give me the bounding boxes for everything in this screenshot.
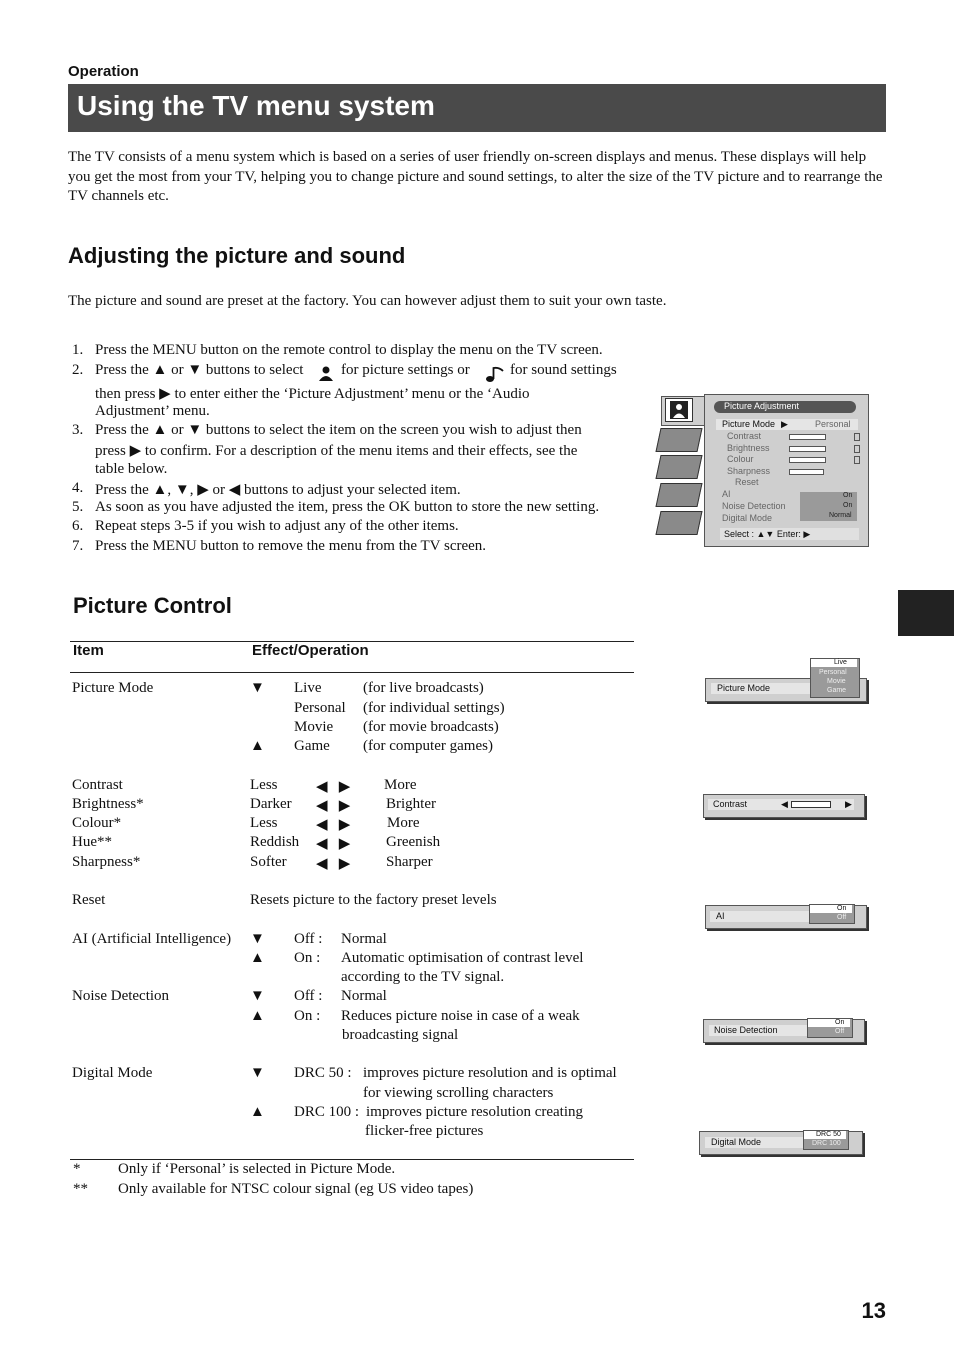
footnote-text: Only available for NTSC colour signal (eg US video tapes) xyxy=(118,1181,474,1197)
option-label: DRC 100 : xyxy=(294,1104,360,1120)
table-header-rule xyxy=(70,672,634,673)
picture-tab-icon xyxy=(665,398,693,422)
arrow-left-right-icon: ◀ ▶ xyxy=(316,817,351,833)
osd-picture-adjustment xyxy=(658,394,868,546)
osd-item: Colour xyxy=(727,454,754,464)
column-header-item: Item xyxy=(73,642,104,659)
step-text: Press the ▲, ▼, ▶ or ◀ buttons to adjust your selected item. xyxy=(95,482,461,498)
channel-tab-icon xyxy=(655,455,702,479)
mode-name: Movie xyxy=(294,719,334,735)
item-label: Picture Mode xyxy=(72,680,154,696)
option-label: DRC 50 : xyxy=(294,1065,352,1081)
step-text: Adjustment’ menu. xyxy=(95,403,210,419)
item-label: Colour* xyxy=(72,815,122,831)
mode-name: Live xyxy=(294,680,322,696)
reset-effect: Resets picture to the factory preset levels xyxy=(250,892,497,908)
section-label: Operation xyxy=(68,63,139,80)
osd-value: On xyxy=(843,492,853,499)
high-label: Sharper xyxy=(386,854,433,870)
option-label: On : xyxy=(294,950,321,966)
osd-item: Noise Detection xyxy=(714,1025,778,1035)
item-label: Digital Mode xyxy=(72,1065,153,1081)
option-desc: improves picture resolution creating xyxy=(366,1104,584,1120)
step-text: for sound settings xyxy=(510,362,617,378)
adjusting-paragraph: The picture and sound are preset at the factory. You can however adjust them to suit your own taste. xyxy=(68,293,667,309)
osd-item: Digital Mode xyxy=(711,1137,762,1147)
mode-desc: (for computer games) xyxy=(363,738,493,754)
low-label: Darker xyxy=(250,796,292,812)
sound-tab-icon xyxy=(655,428,702,452)
step-text: for picture settings or xyxy=(341,362,470,378)
osd-option: On xyxy=(837,905,847,912)
arrow-left-right-icon: ◀ ▶ xyxy=(316,798,351,814)
high-label: More xyxy=(387,815,420,831)
osd-option: On xyxy=(835,1019,845,1026)
osd-item: Noise Detection xyxy=(722,501,786,511)
mode-name: Game xyxy=(294,738,330,754)
page-title-bar xyxy=(68,84,886,132)
osd-item: AI xyxy=(716,911,725,921)
option-desc: Automatic optimisation of contrast level xyxy=(341,950,584,966)
osd-value: On xyxy=(843,502,853,509)
intro-paragraph: The TV consists of a menu system which is based on a series of user friendly on-screen displays and menus. These displays will help you get the most from your TV, helping you to change picture and sound settings, to alter the size of the TV picture and to rearrange the TV channels etc. xyxy=(68,149,883,204)
mode-desc: (for live broadcasts) xyxy=(363,680,484,696)
option-desc: according to the TV signal. xyxy=(341,969,505,985)
item-label: Sharpness* xyxy=(72,854,141,870)
option-desc: improves picture resolution and is optimal xyxy=(363,1065,617,1081)
step-text: then press ▶ to enter either the ‘Picture Adjustment’ menu or the ‘Audio xyxy=(95,386,530,402)
arrow-left-right-icon: ◀ ▶ xyxy=(316,779,351,795)
step-text: Press the ▲ or ▼ buttons to select the item on the screen you wish to adjust then xyxy=(95,422,582,438)
item-label: Noise Detection xyxy=(72,988,170,1004)
option-label: Off : xyxy=(294,931,323,947)
osd-ai xyxy=(705,903,867,929)
osd-item: Digital Mode xyxy=(722,513,773,523)
item-label: AI (Artificial Intelligence) xyxy=(72,931,232,947)
arrow-left-right-icon: ◀ ▶ xyxy=(316,836,351,852)
item-label: Hue** xyxy=(72,834,112,850)
item-label: Brightness* xyxy=(72,796,144,812)
option-desc: for viewing scrolling characters xyxy=(363,1085,554,1101)
arrow-down-icon: ▼ xyxy=(250,931,265,947)
arrow-left-icon: ◀ xyxy=(781,799,788,809)
option-desc: Normal xyxy=(341,931,387,947)
osd-option: Personal xyxy=(819,669,847,676)
osd-slider xyxy=(789,446,826,452)
arrow-up-icon: ▲ xyxy=(250,1008,265,1024)
high-label: More xyxy=(384,777,417,793)
adjusting-heading: Adjusting the picture and sound xyxy=(68,243,406,268)
osd-value: Normal xyxy=(829,512,852,519)
osd-option: Off xyxy=(835,1028,845,1035)
step-text: Repeat steps 3-5 if you wish to adjust any of the other items. xyxy=(95,518,459,534)
osd-item: AI xyxy=(722,489,731,499)
step-text: Press the MENU button to remove the menu from the TV screen. xyxy=(95,538,487,554)
step-number: 5. xyxy=(72,499,84,515)
osd-option: DRC 50 xyxy=(816,1131,841,1138)
arrow-up-icon: ▲ xyxy=(250,738,265,754)
picture-control-heading: Picture Control xyxy=(73,593,232,618)
low-label: Less xyxy=(250,777,278,793)
step-text: table below. xyxy=(95,461,168,477)
osd-item: Sharpness xyxy=(727,466,771,476)
osd-item: Contrast xyxy=(727,431,762,441)
column-header-effect: Effect/Operation xyxy=(252,642,369,659)
footnote-text: Only if ‘Personal’ is selected in Picture Mode. xyxy=(118,1161,396,1177)
arrow-down-icon: ▼ xyxy=(250,680,265,696)
osd-value: Personal xyxy=(815,419,851,429)
osd-picture-mode xyxy=(705,658,867,702)
low-label: Softer xyxy=(250,854,287,870)
picture-settings-icon xyxy=(317,365,335,381)
osd-footer: Select : ▲▼ Enter: ▶ xyxy=(724,529,811,539)
osd-option: Game xyxy=(827,687,847,694)
osd-option: Live xyxy=(834,659,847,666)
option-desc: flicker-free pictures xyxy=(365,1123,484,1139)
footnote-mark: ** xyxy=(73,1181,88,1197)
option-label: Off : xyxy=(294,988,323,1004)
option-desc: Normal xyxy=(341,988,387,1004)
item-label: Reset xyxy=(72,892,106,908)
osd-item: Contrast xyxy=(713,799,748,809)
contrast-slider xyxy=(791,801,831,808)
mode-name: Personal xyxy=(294,700,346,716)
arrow-up-icon: ▲ xyxy=(250,950,265,966)
osd-item: Picture Mode xyxy=(722,419,776,429)
osd-item: Reset xyxy=(735,477,759,487)
step-text: press ▶ to confirm. For a description of the menu items and their effects, see the xyxy=(95,443,578,459)
osd-noise-detection xyxy=(703,1017,865,1043)
step-number: 4. xyxy=(72,480,84,496)
high-label: Greenish xyxy=(386,834,441,850)
osd-slider xyxy=(789,457,826,463)
page-title: Using the TV menu system xyxy=(77,90,435,121)
osd-option: DRC 100 xyxy=(812,1140,841,1147)
footnote-mark: * xyxy=(73,1161,81,1177)
step-text: Press the ▲ or ▼ buttons to select xyxy=(95,362,304,378)
osd-option: Movie xyxy=(827,678,846,685)
osd-item: Picture Mode xyxy=(717,683,771,693)
step-number: 2. xyxy=(72,362,84,378)
option-desc: Reduces picture noise in case of a weak xyxy=(341,1008,580,1024)
osd-item: Brightness xyxy=(727,443,770,453)
osd-contrast xyxy=(703,794,865,818)
arrow-right-icon: ▶ xyxy=(845,799,852,809)
osd-option: Off xyxy=(837,914,847,921)
osd-title: Picture Adjustment xyxy=(724,401,800,411)
step-number: 3. xyxy=(72,422,84,438)
step-number: 1. xyxy=(72,342,84,358)
mode-desc: (for individual settings) xyxy=(363,700,505,716)
arrow-up-icon: ▲ xyxy=(250,1104,265,1120)
step-number: 7. xyxy=(72,538,84,554)
osd-slider xyxy=(789,434,826,440)
step-text: As soon as you have adjusted the item, press the OK button to store the new setting. xyxy=(95,499,600,515)
osd-arrow-right-icon: ▶ xyxy=(781,419,788,429)
preset-tab-icon xyxy=(655,511,702,535)
osd-digital-mode xyxy=(699,1129,863,1155)
arrow-down-icon: ▼ xyxy=(250,988,265,1004)
step-text: Press the MENU button on the remote control to display the menu on the TV screen. xyxy=(95,342,603,358)
option-label: On : xyxy=(294,1008,321,1024)
low-label: Less xyxy=(250,815,278,831)
item-label: Contrast xyxy=(72,777,123,793)
low-label: Reddish xyxy=(250,834,300,850)
arrow-left-right-icon: ◀ ▶ xyxy=(316,856,351,872)
page-number: 13 xyxy=(861,1298,886,1323)
osd-slider xyxy=(789,469,824,475)
high-label: Brighter xyxy=(386,796,436,812)
table-bottom-rule xyxy=(70,1159,634,1160)
option-desc: broadcasting signal xyxy=(342,1027,459,1043)
step-number: 6. xyxy=(72,518,84,534)
mode-desc: (for movie broadcasts) xyxy=(363,719,499,735)
chapter-tab xyxy=(898,590,954,636)
arrow-down-icon: ▼ xyxy=(250,1065,265,1081)
sound-settings-icon xyxy=(485,365,505,383)
setup-tab-icon xyxy=(655,483,702,507)
